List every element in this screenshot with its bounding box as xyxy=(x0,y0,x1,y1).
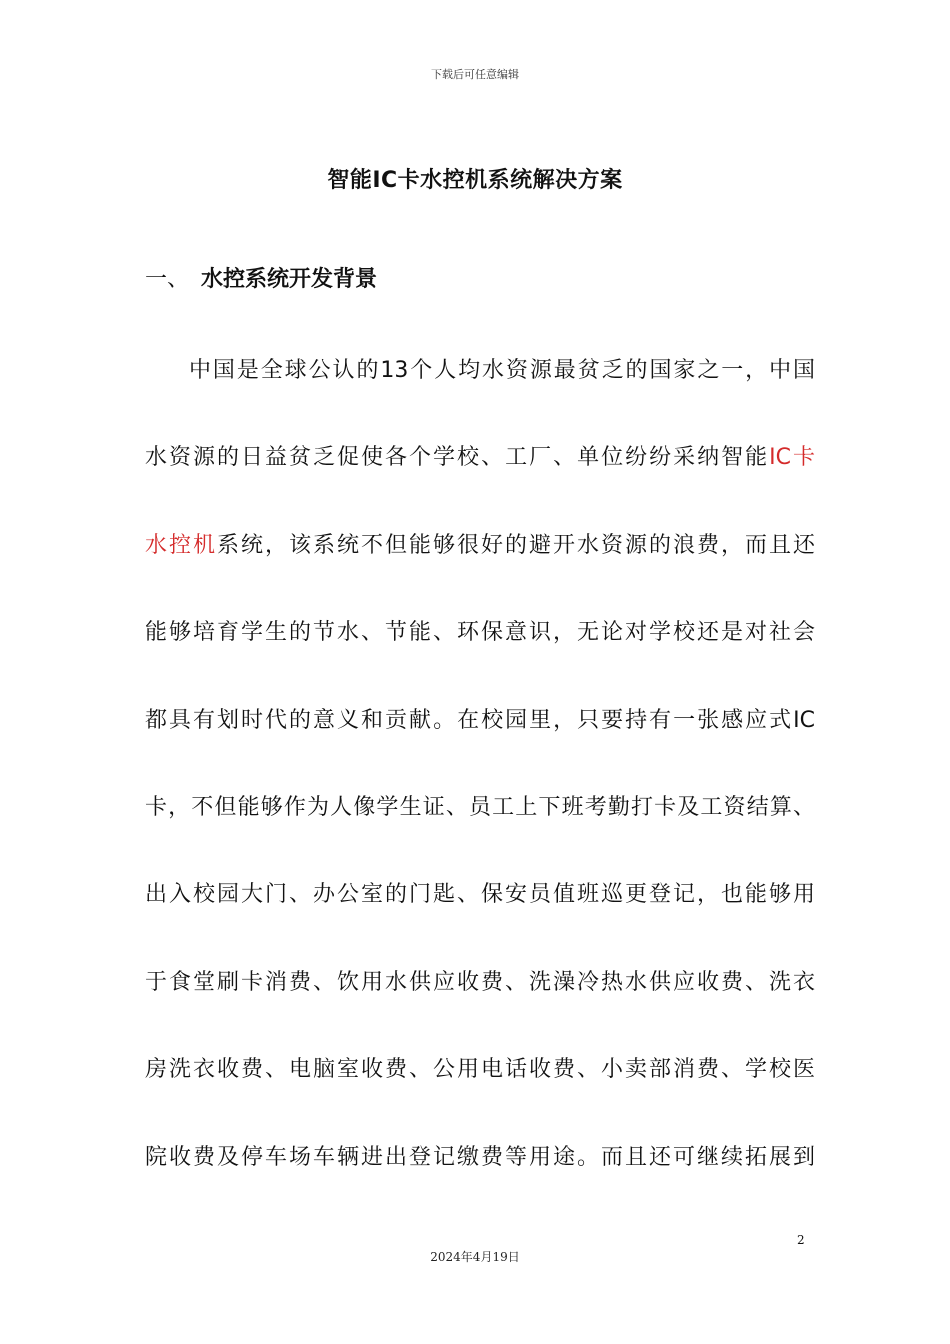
paragraph-line-9: 房洗衣收费、电脑室收费、公用电话收费、小卖部消费、学校医 xyxy=(145,1057,815,1083)
paragraph-line-8: 于食堂刷卡消费、饮用水供应收费、洗澡冷热水供应收费、洗衣 xyxy=(145,969,815,995)
paragraph-line-3 xyxy=(145,528,815,615)
page-header-note: 下载后可任意编辑 xyxy=(431,68,519,81)
highlight-water-controller: 水控机 xyxy=(145,532,217,558)
paragraph-line-3-text: 系统，该系统不但能够很好的避开水资源的浪费，而且还 xyxy=(217,532,815,558)
paragraph-line-1: 中国是全球公认的13个人均水资源最贫乏的国家之一，中国 xyxy=(189,358,815,383)
section-number: 一、 xyxy=(145,267,190,292)
page-number: 2 xyxy=(797,1233,805,1247)
paragraph-line-6: 卡，不但能够作为人像学生证、员工上下班考勤打卡及工资结算、 xyxy=(145,794,815,820)
section-heading xyxy=(145,262,377,293)
section-title: 水控系统开发背景 xyxy=(201,267,378,292)
paragraph-line-7: 出入校园大门、办公室的门匙、保安员值班巡更登记，也能够用 xyxy=(145,882,815,908)
body-paragraph xyxy=(145,353,815,1227)
paragraph-line-4: 能够培育学生的节水、节能、环保意识，无论对学校还是对社会 xyxy=(145,620,815,646)
paragraph-line-5: 都具有划时代的意义和贡献。在校园里，只要持有一张感应式IC xyxy=(145,707,815,733)
paragraph-line-2 xyxy=(145,440,815,527)
highlight-ic-card: IC卡 xyxy=(769,445,815,471)
paragraph-line-10: 院收费及停车场车辆进出登记缴费等用途。而且还可继续拓展到 xyxy=(145,1144,815,1170)
paragraph-line-2-text: 水资源的日益贫乏促使各个学校、工厂、单位纷纷采纳智能 xyxy=(145,445,770,471)
document-title: 智能IC卡水控机系统解决方案 xyxy=(327,168,623,193)
footer-date: 2024年4月19日 xyxy=(430,1250,520,1264)
